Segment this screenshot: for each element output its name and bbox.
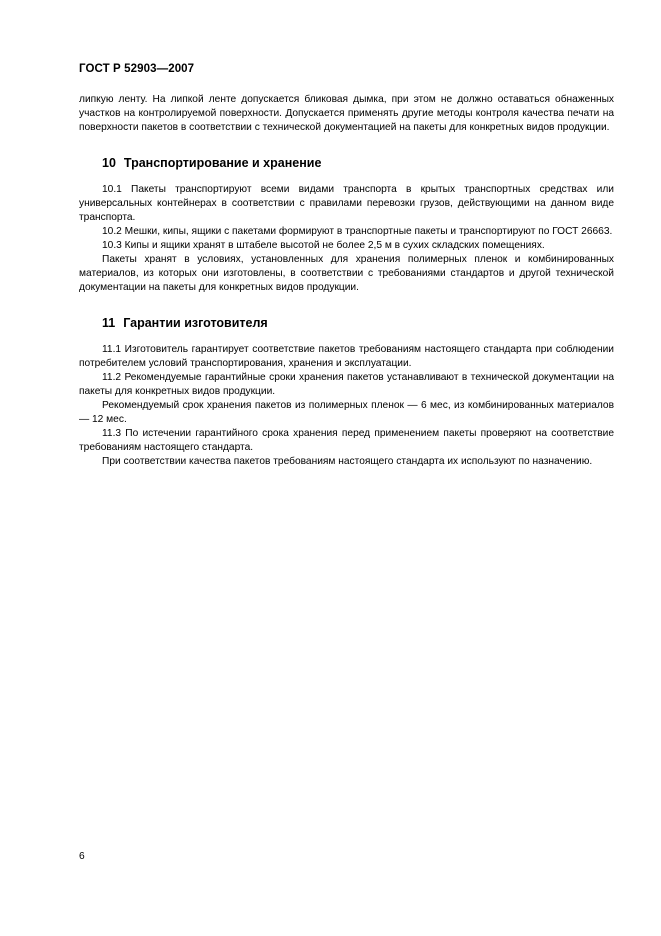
paragraph-10-2: 10.2 Мешки, кипы, ящики с пакетами формируют в транспортные пакеты и транспортируют по ГОСТ 26663. [102, 226, 613, 237]
section-11-heading [102, 315, 614, 331]
paragraph-10-3-storage: Пакеты хранят в условиях, установленных для хранения полимерных пленок и комбинированных материалов, из которых они изготовлены, в соответствии с требованиями стандартов и другой технической документации на пакеты для конкретных видов продукции. [79, 254, 614, 293]
paragraph-10-3: 10.3 Кипы и ящики хранят в штабеле высотой не более 2,5 м в сухих складских помещениях. [102, 240, 545, 251]
section-10-number: 10 [102, 156, 116, 170]
paragraph-10-1: 10.1 Пакеты транспортируют всеми видами транспорта в крытых транспортных средствах или универсальных контейнерах в соответствии с правилами перевозки грузов, действующими на данном виде транспорта. [79, 184, 614, 223]
paragraph-11-1: 11.1 Изготовитель гарантирует соответствие пакетов требованиям настоящего стандарта при соблюдении потребителем условий транспортирования, хранения и эксплуатации. [79, 344, 614, 369]
paragraph-11-2: 11.2 Рекомендуемые гарантийные сроки хранения пакетов устанавливают в технической документации на пакеты для конкретных видов продукции. [79, 372, 614, 397]
section-10-heading [102, 155, 614, 171]
paragraph-11-3: 11.3 По истечении гарантийного срока хранения перед применением пакеты проверяют на соответствие требованиям настоящего стандарта. [79, 428, 614, 453]
page-content [79, 93, 614, 469]
section-10-title: Транспортирование и хранение [123, 156, 322, 170]
intro-paragraph: липкую ленту. На липкой ленте допускается бликовая дымка, при этом не должно оставаться обнаженных участков на контролируемой поверхности. Допускается применять другие методы контроля качества печати на поверхности пакетов в соответствии с технической документацией на пакеты для конкретных видов продукции. [79, 94, 614, 133]
document-code: ГОСТ Р 52903—2007 [79, 63, 195, 75]
page-number: 6 [79, 851, 85, 862]
section-11-number: 11 [102, 316, 116, 330]
paragraph-11-3-usage: При соответствии качества пакетов требованиям настоящего стандарта их используют по назначению. [102, 456, 593, 467]
section-11-title: Гарантии изготовителя [123, 316, 268, 330]
paragraph-11-2-terms: Рекомендуемый срок хранения пакетов из полимерных пленок — 6 мес, из комбинированных материалов — 12 мес. [79, 400, 614, 425]
